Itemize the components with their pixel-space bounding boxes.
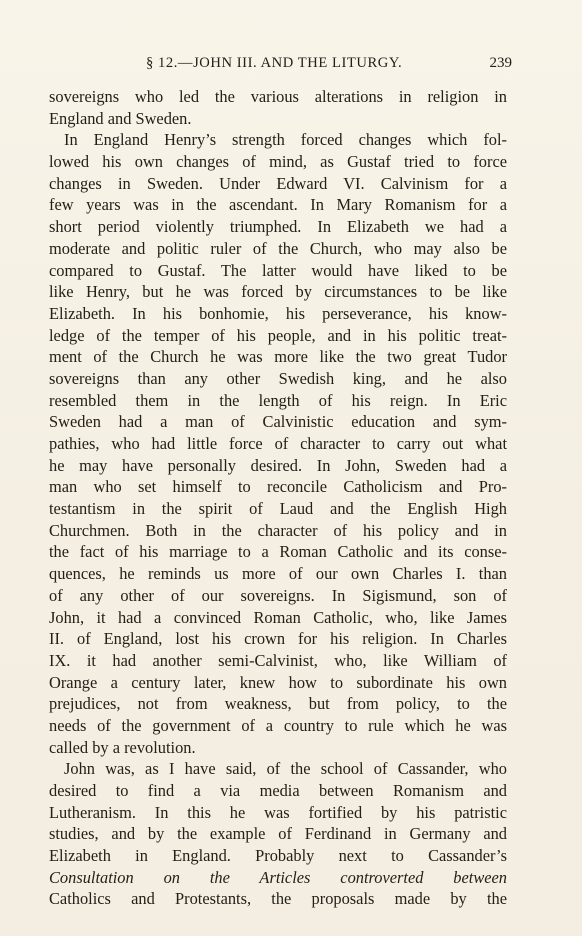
text-line: compared to Gustaf. The latter would have liked to be (49, 260, 507, 280)
text-line: Churchmen. Both in the character of his policy and in (49, 520, 507, 540)
text-line: called by a revolution. (49, 737, 196, 757)
text-line: In England Henry’s strength forced changes which fol- (64, 130, 507, 150)
text-line: of any other of our sovereigns. In Sigismund, son of (49, 585, 507, 605)
running-head: § 12.—JOHN III. AND THE LITURGY. (146, 55, 403, 71)
text-line: quences, he reminds us more of our own Charles I. than (49, 564, 507, 584)
text-line: like Henry, but he was forced by circumstances to be like (49, 282, 507, 302)
text-line: man who set himself to reconcile Catholicism and Pro- (49, 477, 507, 497)
text-line: the fact of his marriage to a Roman Catholic and its conse- (49, 542, 507, 562)
text-line: prejudices, not from weakness, but from policy, to the (49, 694, 507, 714)
text-line: Orange a century later, knew how to subordinate his own (49, 672, 507, 692)
text-line: studies, and by the example of Ferdinand in Germany and (49, 824, 507, 844)
text-line: Catholics and Protestants, the proposals made by the (49, 889, 507, 909)
text-line: Consultation on the Articles controverted between (49, 867, 507, 887)
text-line: changes in Sweden. Under Edward VI. Calvinism for a (49, 173, 507, 193)
text-line: ment of the Church he was more like the two great Tudor (49, 347, 507, 367)
text-line: John was, as I have said, of the school of Cassander, who (64, 759, 507, 779)
text-line: short period violently triumphed. In Elizabeth we had a (49, 217, 507, 237)
text-line: he may have personally desired. In John, Sweden had a (49, 455, 507, 475)
text-line: testantism in the spirit of Laud and the English High (49, 499, 507, 519)
text-line: sovereigns who led the various alterations in religion in (49, 87, 507, 106)
text-line: resembled them in the length of his reign. In Eric (49, 390, 507, 410)
body-text (49, 86, 507, 910)
text-line: John, it had a convinced Roman Catholic, who, like James (49, 607, 507, 627)
text-line: sovereigns than any other Swedish king, and he also (49, 368, 507, 388)
text-line: desired to find a via media between Romanism and (49, 781, 507, 800)
text-line: ledge of the temper of his people, and in his politic treat- (49, 325, 507, 345)
text-line: Elizabeth. In his bonhomie, his perseverance, his know- (49, 303, 507, 323)
text-line: Sweden had a man of Calvinistic education and sym- (49, 412, 507, 432)
page-number: 239 (489, 55, 512, 71)
text-line: few years was in the ascendant. In Mary Romanism for a (49, 195, 507, 215)
text-line: needs of the government of a country to rule which he was (49, 715, 507, 735)
text-line: Lutheranism. In this he was fortified by his patristic (49, 802, 507, 822)
text-line: pathies, who had little force of character to carry out what (49, 434, 507, 453)
text-line: lowed his own changes of mind, as Gustaf tried to force (49, 152, 507, 172)
text-line: Elizabeth in England. Probably next to Cassander’s (49, 846, 507, 866)
text-line: England and Sweden. (49, 108, 192, 128)
page-header (49, 55, 512, 77)
text-line: II. of England, lost his crown for his religion. In Charles (49, 629, 507, 649)
text-line: moderate and politic ruler of the Church, who may also be (49, 238, 507, 258)
text-line: IX. it had another semi-Calvinist, who, like William of (49, 650, 507, 670)
